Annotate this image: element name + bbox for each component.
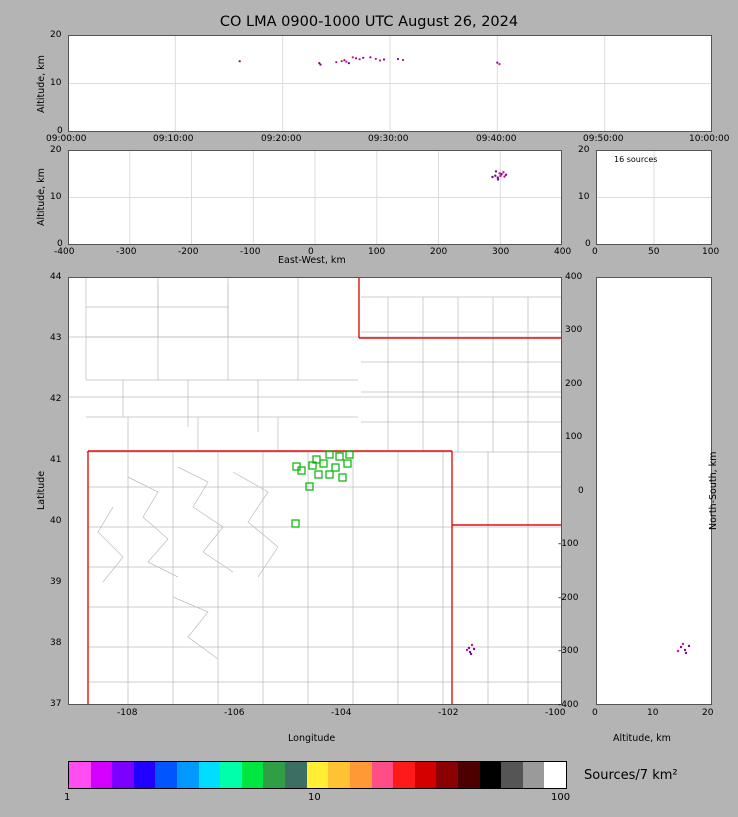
colorbar-tick-10: 10 (308, 792, 321, 803)
tick-map-y-41: 41 (50, 455, 62, 465)
tick-p5-y--400: -400 (558, 700, 579, 710)
colorbar-segment (112, 762, 134, 788)
tick-p1-x-1: 09:10:00 (153, 134, 194, 144)
tick-p2-x-2: -200 (178, 247, 199, 257)
tick-p3-x-2: 100 (702, 247, 720, 257)
colorbar-segment (501, 762, 523, 788)
colorbar-segment (458, 762, 480, 788)
tick-map-x--106: -106 (224, 708, 245, 718)
tick-p2-x-7: 300 (492, 247, 510, 257)
tick-p5-y--100: -100 (558, 539, 579, 549)
tick-p3-x-1: 50 (648, 247, 660, 257)
tick-map-x--100: -100 (545, 708, 566, 718)
tick-p5-x-10: 10 (647, 708, 659, 718)
tick-map-y-38: 38 (50, 638, 62, 648)
colorbar-tick-100: 100 (551, 792, 571, 803)
tick-map-x--108: -108 (117, 708, 138, 718)
tick-p1-x-3: 09:30:00 (368, 134, 409, 144)
colorbar-segment (415, 762, 437, 788)
tick-p1-y-10: 10 (50, 78, 62, 88)
p2-ylabel: Altitude, km (36, 168, 47, 226)
tick-p5-y-0: 0 (578, 486, 584, 496)
tick-map-y-37: 37 (50, 699, 62, 709)
map-xlabel: Longitude (288, 733, 336, 744)
p1-ylabel: Altitude, km (36, 55, 47, 113)
p5-xlabel: Altitude, km (613, 733, 671, 744)
tick-p5-y--200: -200 (558, 593, 579, 603)
tick-map-y-40: 40 (50, 516, 62, 526)
tick-p5-y-300: 300 (565, 325, 583, 335)
tick-p3-y-10: 10 (578, 192, 590, 202)
tick-p5-y-200: 200 (565, 379, 583, 389)
tick-map-y-39: 39 (50, 577, 62, 587)
east-west-height-plot (68, 150, 562, 245)
colorbar-segment (134, 762, 156, 788)
colorbar-tick-1: 1 (64, 792, 71, 803)
colorbar-segment (155, 762, 177, 788)
tick-p1-x-0: 09:00:00 (46, 134, 87, 144)
colorbar-segment (393, 762, 415, 788)
map-plot (68, 277, 562, 705)
source-count-annotation: 16 sources (614, 155, 658, 164)
tick-p1-x-6: 10:00:00 (689, 134, 730, 144)
tick-p3-y-20: 20 (578, 145, 590, 155)
p5-ylabel: North-South, km (708, 451, 719, 530)
colorbar-segment (544, 762, 566, 788)
tick-p2-x-5: 100 (368, 247, 386, 257)
tick-map-x--104: -104 (331, 708, 352, 718)
map-ylabel: Latitude (36, 470, 47, 510)
colorbar (68, 761, 567, 789)
colorbar-segment (177, 762, 199, 788)
tick-p3-x-0: 0 (592, 247, 598, 257)
tick-p2-x-3: -100 (240, 247, 261, 257)
tick-p2-x-0: -400 (54, 247, 75, 257)
colorbar-segment (263, 762, 285, 788)
tick-p1-x-5: 09:50:00 (583, 134, 624, 144)
tick-p1-y-0: 0 (57, 126, 63, 136)
colorbar-segment (199, 762, 221, 788)
tick-p5-y-400: 400 (565, 272, 583, 282)
tick-p2-x-4: 0 (308, 247, 314, 257)
tick-p2-x-8: 400 (554, 247, 572, 257)
colorbar-segment (220, 762, 242, 788)
tick-p5-y--300: -300 (558, 646, 579, 656)
tick-p1-x-4: 09:40:00 (476, 134, 517, 144)
colorbar-segment (372, 762, 394, 788)
colorbar-segment (285, 762, 307, 788)
colorbar-title: Sources/7 km² (584, 768, 678, 783)
tick-p3-y-0: 0 (585, 239, 591, 249)
colorbar-segment (436, 762, 458, 788)
tick-p5-x-20: 20 (702, 708, 714, 718)
tick-map-x--102: -102 (438, 708, 459, 718)
tick-p2-y-0: 0 (57, 239, 63, 249)
colorbar-segment (523, 762, 545, 788)
colorbar-segment (91, 762, 113, 788)
tick-p1-y-20: 20 (50, 30, 62, 40)
tick-map-y-43: 43 (50, 333, 62, 343)
colorbar-segment (328, 762, 350, 788)
colorbar-segment (350, 762, 372, 788)
page-title: CO LMA 0900-1000 UTC August 26, 2024 (219, 14, 519, 30)
time-height-plot (68, 35, 712, 132)
tick-p2-y-20: 20 (50, 145, 62, 155)
tick-p2-y-10: 10 (50, 192, 62, 202)
tick-p1-x-2: 09:20:00 (261, 134, 302, 144)
tick-map-y-44: 44 (50, 272, 62, 282)
colorbar-segment (480, 762, 502, 788)
colorbar-segment (307, 762, 329, 788)
colorbar-segment (69, 762, 91, 788)
p2-xlabel: East-West, km (278, 255, 346, 266)
tick-p5-x-0: 0 (592, 708, 598, 718)
tick-map-y-42: 42 (50, 394, 62, 404)
tick-p5-y-100: 100 (565, 432, 583, 442)
altitude-north-south-plot (596, 277, 712, 705)
altitude-histogram-plot (596, 150, 712, 245)
colorbar-segment (242, 762, 264, 788)
tick-p2-x-6: 200 (430, 247, 448, 257)
tick-p2-x-1: -300 (116, 247, 137, 257)
